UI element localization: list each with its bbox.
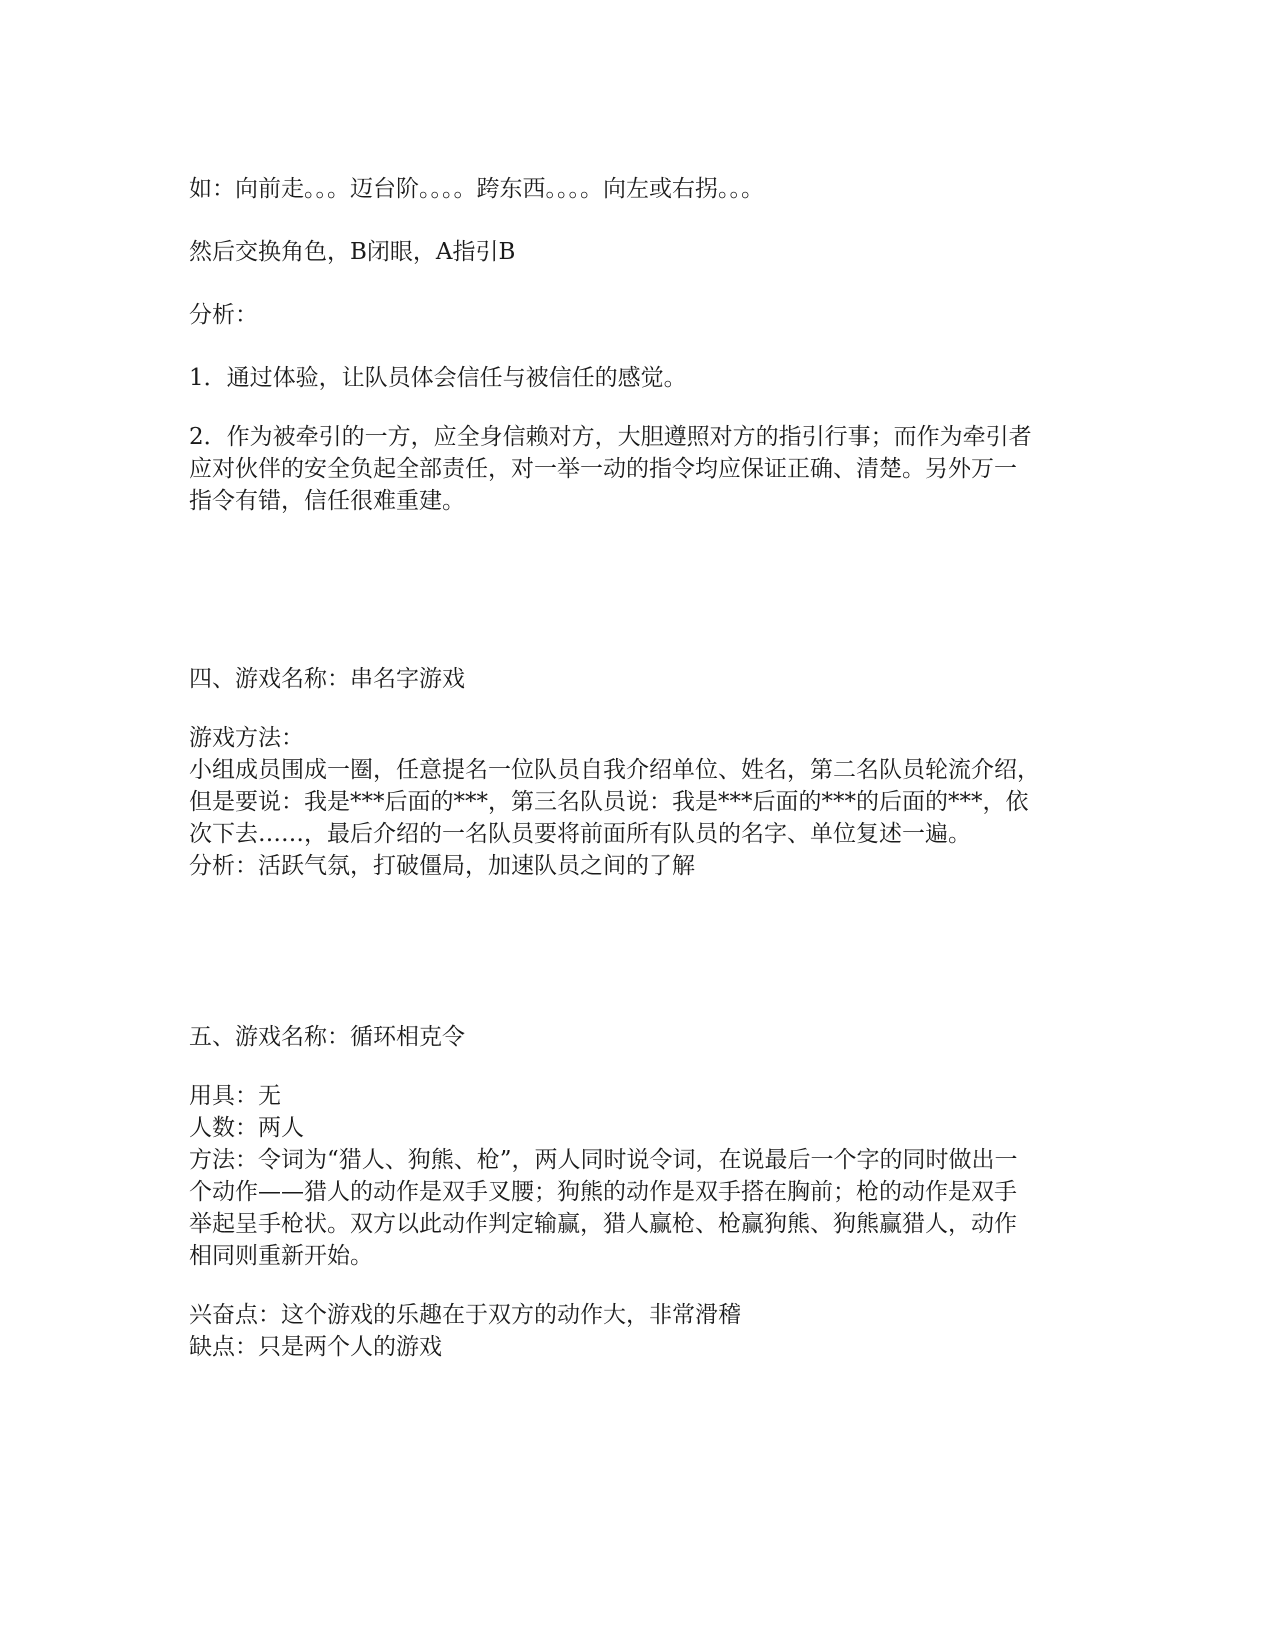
section-4-method-line-2: 但是要说：我是***后面的***，第三名队员说：我是***后面的***的后面的***，依	[189, 789, 1029, 815]
section-5-method-line-3: 举起呈手枪状。双方以此动作判定输赢，猎人赢枪、枪赢狗熊、狗熊赢猎人，动作	[189, 1211, 1017, 1237]
swap-roles-line: 然后交换角色，B闭眼，A指引B	[189, 239, 516, 265]
section-5-props: 用具：无	[189, 1083, 281, 1109]
analysis-point-2-line-1: 2．作为被牵引的一方，应全身信赖对方，大胆遵照对方的指引行事；而作为牵引者	[189, 424, 1032, 450]
section-5-method-line-2: 个动作——猎人的动作是双手叉腰；狗熊的动作是双手搭在胸前；枪的动作是双手	[189, 1179, 1017, 1205]
section-4-method-line-3: 次下去……，最后介绍的一名队员要将前面所有队员的名字、单位复述一遍。	[189, 821, 971, 847]
analysis-point-2-line-2: 应对伙伴的安全负起全部责任，对一举一动的指令均应保证正确、清楚。另外万一	[189, 456, 1017, 482]
section-4-title: 四、游戏名称：串名字游戏	[189, 666, 465, 692]
section-5-highlight: 兴奋点：这个游戏的乐趣在于双方的动作大，非常滑稽	[189, 1302, 741, 1328]
section-4-analysis: 分析：活跃气氛，打破僵局，加速队员之间的了解	[189, 853, 695, 879]
example-line: 如：向前走。。。迈台阶。。。。跨东西。。。。向左或右拐。。。	[189, 176, 764, 202]
section-5-title: 五、游戏名称：循环相克令	[189, 1024, 465, 1050]
section-4-method-line-1: 小组成员围成一圈，任意提名一位队员自我介绍单位、姓名，第二名队员轮流介绍，	[189, 757, 1040, 783]
analysis-point-1: 1．通过体验，让队员体会信任与被信任的感觉。	[189, 365, 687, 391]
section-4-method-heading: 游戏方法：	[189, 725, 304, 751]
section-5-method-line-4: 相同则重新开始。	[189, 1243, 373, 1269]
analysis-point-2-line-3: 指令有错，信任很难重建。	[189, 488, 465, 514]
analysis-heading: 分析：	[189, 302, 258, 328]
section-5-method-line-1: 方法：令词为“猎人、狗熊、枪”，两人同时说令词，在说最后一个字的同时做出一	[189, 1147, 1018, 1173]
section-5-players: 人数：两人	[189, 1115, 304, 1141]
section-5-drawback: 缺点：只是两个人的游戏	[189, 1334, 442, 1360]
